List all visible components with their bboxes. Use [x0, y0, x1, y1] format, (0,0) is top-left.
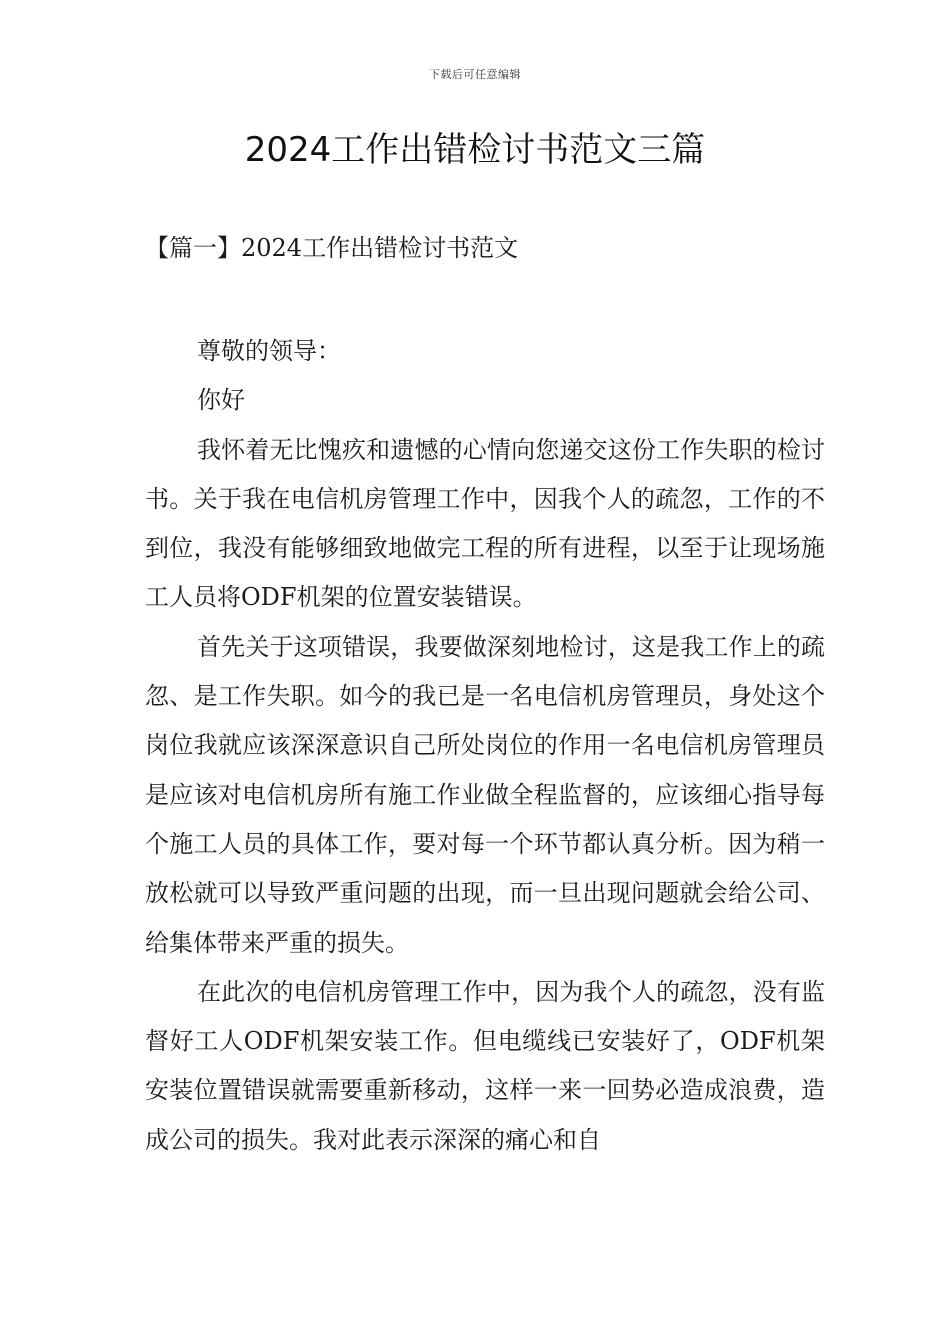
greeting: 你好 [197, 386, 245, 415]
paragraph-2: 首先关于这项错误，我要做深刻地检讨，这是我工作上的疏忽、是工作失职。如今的我已是一名电信机房管理员，身处这个岗位我就应该深深意识自己所处岗位的作用一名电信机房管理员是应该对电信机房所有施工作业做全程监督的，应该细心指导每个施工人员的具体工作，要对每一个环节都认真分析。因为稍一放松就可以导致严重问题的出现，而一旦出现问题就会给公司、给集体带来严重的损失。 [145, 632, 825, 957]
paragraph-3: 在此次的电信机房管理工作中，因为我个人的疏忽，没有监督好工人ODF机架安装工作。但电缆线已安装好了，ODF机架安装位置错误就需要重新移动，这样一来一回势必造成浪费，造成公司的损失。我对此表示深深的痛心和自 [145, 977, 825, 1154]
document-title: 2024工作出错检讨书范文三篇 [244, 130, 706, 170]
letter-body [145, 327, 825, 1165]
section-heading: 【篇一】2024工作出错检讨书范文 [145, 234, 519, 262]
paragraph-1: 我怀着无比愧疚和遗憾的心情向您递交这份工作失职的检讨书。关于我在电信机房管理工作中，因我个人的疏忽，工作的不到位，我没有能够细致地做完工程的所有进程，以至于让现场施工人员将ODF机架的位置安装错误。 [145, 435, 825, 612]
download-note: 下载后可任意编辑 [429, 68, 521, 81]
salutation: 尊敬的领导： [197, 337, 341, 365]
